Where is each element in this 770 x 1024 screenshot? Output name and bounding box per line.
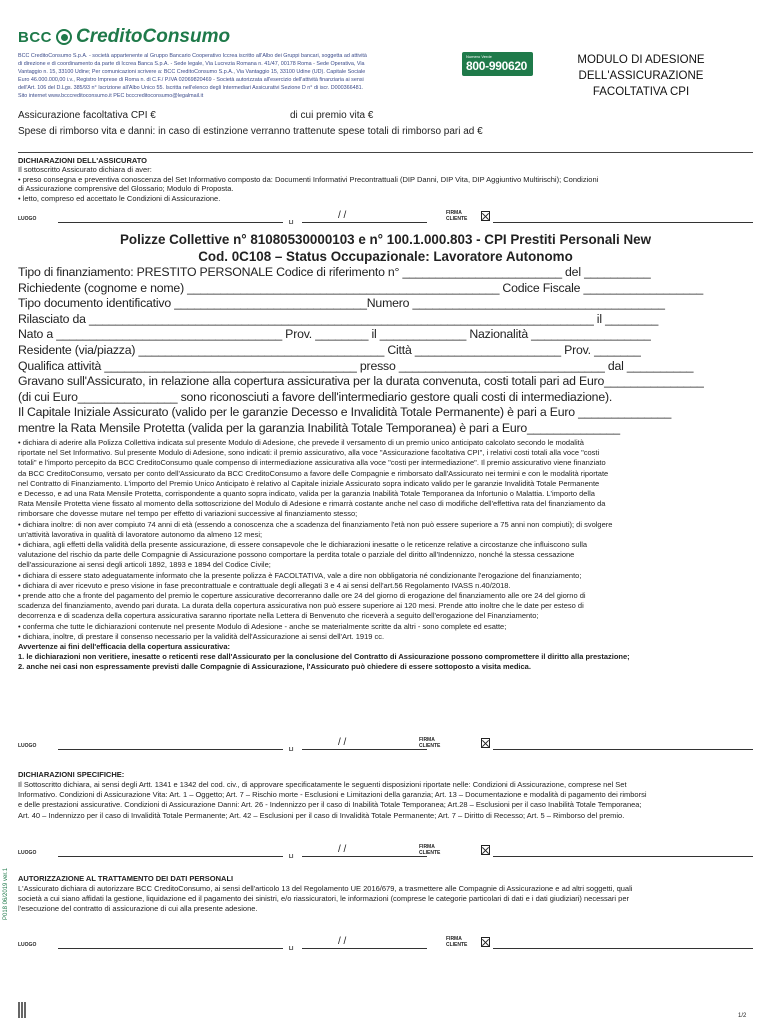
avvertenze-line: 2. anche nei casi non espressamente previsti dalle Compagnie di Assicurazione, l'Assicurato può chiedere di essere sottoposto a visita medica.: [18, 662, 531, 672]
form-field-line[interactable]: Gravano sull'Assicurato, in relazione alla copertura assicurativa per la durata convenuta, costi totali pari ad Euro_______________: [18, 374, 704, 389]
text-line: e Decesso, e ad una Rata Mensile Protetta, corrispondente a quanto sopra indicato, valida per la garanzia Inabilità Totale Temporanea da Infortunio o Malattia. L'importo della: [18, 489, 595, 499]
form-field-line[interactable]: Residente (via/piazza) _____________________________________ Città ______________________ Prov. _______: [18, 342, 641, 357]
signature-cross-icon[interactable]: [481, 845, 490, 855]
logo: [18, 26, 230, 48]
firma-label-line: FIRMA: [446, 210, 462, 216]
avvertenze-line: 1. le dichiarazioni non veritiere, inesatte o reticenti rese dall'Assicurato per la conclusione del Contratto di Assicurazione possono compromettere il diritto alla prestazione;: [18, 652, 630, 662]
form-code: P018 06/2019 ver.1: [3, 867, 9, 920]
firma-label: [419, 737, 440, 749]
luogo-label: LUOGO: [18, 850, 37, 856]
text-line: Rata Mensile Protetta viene fissato al momento della sottoscrizione del Modulo di Adesione e rimarrà costante anche nel caso di modifiche dell'effettiva rata del finanziamento da: [18, 499, 606, 509]
avvertenze-title: Avvertenze ai fini dell'efficacia della copertura assicurativa:: [18, 642, 231, 652]
firma-label-line: CLIENTE: [446, 216, 468, 222]
text-line: L'Assicurato dichiara di autorizzare BCC CreditoConsumo, ai sensi dell'articolo 13 del Regolamento UE 2016/679, a trasmettere alle Compagnie di Assicurazione e ad altri soggetti, quali: [18, 884, 633, 893]
form-field-line[interactable]: Nato a __________________________________ Prov. ________ il _____________ Nazionalità __________________: [18, 327, 651, 342]
text-line: Art. 40 – Indennizzo per il caso di Invalidità Totale Permanente; Art. 42 – Esclusioni per il caso di Invalidità Totale Permanente; Art. 7 – Diritto di Recesso; Art. 5 – Rimborso del premio.: [18, 810, 625, 820]
luogo-field[interactable]: [58, 749, 283, 750]
firma-label: [446, 210, 467, 222]
form-title-line: DELL'ASSICURAZIONE: [578, 70, 704, 82]
date-separators: / /: [338, 936, 347, 947]
text-line: • dichiara inoltre: di non aver compiuto 74 anni di età (essendo a conoscenza che a scadenza del finanziamento l'età non può essere superiore a 75 anni non compiuti); di svolgere: [18, 519, 613, 529]
company-info-line: Sito internet www.bcccreditoconsumo.it PEC bcccreditoconsumo@legalmail.it: [18, 93, 204, 99]
company-info-line: dell'Art. 106 del D.Lgs. 385/93 n° Iscrizione all'Albo Unico 55. Iscritta nell'elenco degli Intermediari Assicurativi Sezione D n° di iscr. D000366481.: [18, 85, 364, 91]
form-field-line[interactable]: Qualifica attività ______________________________________ presso _______________________________ dal __________: [18, 358, 694, 373]
barcode-icon: [18, 1002, 28, 1018]
form-title: [556, 52, 726, 100]
signature-row: [18, 733, 753, 755]
date-field[interactable]: [302, 222, 427, 223]
form-title-line: MODULO DI ADESIONE: [577, 54, 705, 66]
firma-label-line: FIRMA: [419, 737, 435, 743]
signature-row: [18, 840, 753, 862]
li-label: LI: [289, 854, 294, 860]
section-title: AUTORIZZAZIONE AL TRATTAMENTO DEI DATI PERSONALI: [18, 874, 234, 883]
text-line: totali" e l'importo percepito da BCC CreditoConsumo quale compenso di intermediazione assicurativa alla voce "costi per intermediazione". Il premio assicurativo viene finanziato: [18, 458, 606, 468]
text-line: • dichiara, agli effetti della validità della presente assicurazione, di essere consapevole che le dichiarazioni inesatte o le reticenze relative a circostanze che influiscono sulla: [18, 540, 588, 550]
date-separators: / /: [338, 737, 347, 748]
signature-row: [18, 932, 753, 954]
toll-free-badge: [462, 52, 533, 76]
signature-row: [18, 206, 753, 228]
dichiarazioni-text: [18, 165, 753, 203]
text-line: • dichiara, inoltre, di prestare il consenso necessario per la validità dell'Assicurazione ai sensi dell'Art. 1919 cc.: [18, 631, 385, 641]
luogo-field[interactable]: [58, 222, 283, 223]
cpi-amount-label: Assicurazione facoltativa CPI €: [18, 110, 156, 121]
company-info-line: Vantaggio n. 15, 33100 Udine; Per comunicazioni scrivere a: BCC CreditoConsumo S.p.A., Via Vantaggio 15, 33100 Udine (UD). Capitale Sociale: [18, 69, 366, 75]
luogo-label: LUOGO: [18, 942, 37, 948]
form-field-line[interactable]: (di cui Euro_______________ sono riconosciuti a favore dell'intermediario gestore quali costi di intermediazione).: [18, 389, 613, 404]
text-line: da BCC CreditoConsumo, versato per conto dell'Assicurato da BCC CreditoConsumo a favore delle Compagnie e rimborsato dall'Assicurato nei termini e con le modalità riportate: [18, 468, 609, 478]
form-field-line[interactable]: mentre la Rata Mensile Protetta (valida per la garanzia Inabilità Totale Temporanea) è pari a Euro______________: [18, 420, 620, 435]
text-line: • conferma che tutte le dichiarazioni contenute nel presente Modulo di Adesione - anche se materialmente scritte da altri - sono complete ed esatte;: [18, 621, 507, 631]
firma-label-line: FIRMA: [446, 936, 462, 942]
firma-label-line: CLIENTE: [419, 743, 441, 749]
date-field[interactable]: [302, 749, 427, 750]
page-number: 1/2: [738, 1013, 747, 1019]
text-line: valutazione del rischio da parte delle Compagnie di Assicurazione possono comportare la perdita totale o parziale del diritto all'Indennizzo, nonché la stessa cessazione: [18, 550, 575, 560]
logo-bcc-text: BCC: [18, 28, 52, 46]
text-line: Informativo. Condizioni di Assicurazione Vita: Art. 1 – Oggetto; Art. 7 – Rischio morte - Esclusioni e Limitazioni della garanzia; Art. 13 – Documentazione e modalità di pagamento dei rimborsi: [18, 790, 647, 800]
logo-creditoconsumo-text: CreditoConsumo: [76, 26, 231, 47]
date-field[interactable]: [302, 856, 427, 857]
date-separators: / /: [338, 210, 347, 221]
signature-cross-icon[interactable]: [481, 211, 490, 221]
luogo-field[interactable]: [58, 948, 283, 949]
signature-cross-icon[interactable]: [481, 937, 490, 947]
specifiche-text: [18, 780, 753, 821]
logo-mark-icon: [56, 29, 72, 45]
form-title-line: FACOLTATIVA CPI: [592, 86, 690, 98]
text-line: dell'assicurazione ai sensi degli articoli 1892, 1893 e 1894 del Codice Civile;: [18, 560, 271, 570]
text-line: Il Sottoscritto dichiara, ai sensi degli Artt. 1341 e 1342 del cod. civ., di approvare specificatamente le seguenti disposizioni riportate nelle: Condizioni di Assicurazione, comprese nel Set: [18, 780, 627, 789]
text-line: riportate nel Set Informativo. Sul presente Modulo di Adesione, sono indicati: il premio assicurativo, alla voce "Assicurazione facoltativa CPI", i relativi costi totali alla voce "costi: [18, 448, 600, 458]
text-line: • dichiara di aderire alla Polizza Collettiva indicata sul presente Modulo di Adesione, che prevede il versamento di un premio unico anticipato calcolato secondo le modalità: [18, 438, 584, 447]
spese-rimborso-label: Spese di rimborso vita e danni: in caso di estinzione verranno trattenute spese totali di rimborso pari ad €: [18, 126, 483, 137]
luogo-field[interactable]: [58, 856, 283, 857]
section-title: DICHIARAZIONI SPECIFICHE:: [18, 770, 125, 779]
company-info-line: di direzione e di coordinamento da parte di Iccrea Banca S.p.A. - Sede legale, Via Lucrezia Romana n. 41/47, 00178 Roma - Sede Operativa, Via: [18, 61, 365, 67]
text-line: un'attività lavorativa in qualità di lavoratore autonomo da almeno 12 mesi;: [18, 529, 263, 539]
date-separators: / /: [338, 844, 347, 855]
firma-field[interactable]: [493, 749, 753, 750]
text-line: • letto, compreso ed accettato le Condizioni di Assicurazione.: [18, 193, 221, 203]
privacy-text: [18, 884, 753, 915]
premio-vita-label: di cui premio vita €: [290, 110, 374, 121]
text-line: Il sottoscritto Assicurato dichiara di aver:: [18, 165, 152, 174]
li-label: LI: [289, 946, 294, 952]
form-field-line[interactable]: Il Capitale Iniziale Assicurato (valido per le garanzie Decesso e Invalidità Totale Permanente) è pari a Euro ______________: [18, 405, 672, 420]
firma-label-line: CLIENTE: [419, 850, 441, 856]
luogo-label: LUOGO: [18, 216, 37, 222]
text-line: e delle prestazioni assicurative. Condizioni di Assicurazione Danni: Art. 26 - Indennizzo per il caso di Inabilità Totale Temporanea; Art.28 – Esclusioni per il caso Inabilità Totale Temporanea;: [18, 800, 642, 810]
li-label: LI: [289, 747, 294, 753]
text-line: • preso consegna e preventiva conoscenza del Set Informativo composto da: Documenti Informativi Precontrattuali (DIP Danni, DIP Vita, DIP Aggiuntivo Multirischi); Condizioni: [18, 174, 599, 184]
firma-field[interactable]: [493, 222, 753, 223]
li-label: LI: [289, 220, 294, 226]
text-line: l'esecuzione del contratto di assicurazione di cui alla presente adesione.: [18, 904, 258, 914]
date-field[interactable]: [302, 948, 427, 949]
toll-free-number: 800-990620: [466, 59, 528, 73]
text-line: decorrenza e di scadenza della copertura assicurativa saranno riportate nella Lettera di Benvenuto che riceverà a seguito dell'erogazione del Finanziamento;: [18, 611, 539, 621]
text-line: società a cui siano affidati la gestione, liquidazione ed il pagamento dei sinistri, e/o riassicuratori, le informazioni (comprese le categorie particolari di dati e i dati giudiziari) necessari per: [18, 894, 630, 904]
form-fields: [18, 265, 758, 437]
form-field-line[interactable]: Tipo documento identificativo _____________________________Numero ______________________________________: [18, 296, 665, 311]
form-field-line[interactable]: Tipo di finanziamento: PRESTITO PERSONALE Codice di riferimento n° ________________________ del __________: [18, 265, 651, 279]
text-line: scadenza del finanziamento, avendo pari durata. La durata della copertura assicurativa non può essere superiore ai 120 mesi. Prende atto inoltre che le date per esteso di: [18, 601, 584, 611]
company-info-line: Euro 46.000.000,00 i.v., Registro Imprese di Roma n. di C.F./ P.IVA 02069820469 - Società autorizzata all'esercizio dell'attività finanziaria ai sensi: [18, 77, 364, 83]
divider: [18, 152, 753, 153]
text-line: rimborsare che dovesse mutare nel tempo per effetto di variazioni successive al finanziamento stesso;: [18, 509, 358, 519]
firma-field[interactable]: [493, 948, 753, 949]
form-field-line[interactable]: Richiedente (cognome e nome) _______________________________________________ Codice Fiscale __________________: [18, 280, 703, 295]
firma-label-line: FIRMA: [419, 844, 435, 850]
company-info-line: BCC CreditoConsumo S.p.A. - società appartenente al Gruppo Bancario Cooperativo Iccrea iscritto all'Albo dei Gruppi bancari, soggetta ad attività: [18, 53, 367, 59]
text-line: • prende atto che a fronte del pagamento del premio le coperture assicurative decorreranno dalle ore 24 del giorno di erogazione del finanziamento alle ore 24 del giorno di: [18, 591, 586, 601]
luogo-label: LUOGO: [18, 743, 37, 749]
polizza-title: Polizze Collettive n° 81080530000103 e n° 100.1.000.803 - CPI Prestiti Personali New: [120, 232, 651, 247]
text-line: di Assicurazione comprensive del Glossario; Modulo di Proposta.: [18, 184, 234, 194]
firma-label: [419, 844, 440, 856]
text-line: • dichiara di aver ricevuto e preso visione in fase precontrattuale e contrattuale degli allegati 3 e 4 ai sensi dell'art.56 Regolamento IVASS n.40/2018.: [18, 580, 511, 590]
form-field-line[interactable]: Rilasciato da ____________________________________________________________________________ il ________: [18, 311, 659, 326]
polizza-subtitle: Cod. 0C108 – Status Occupazionale: Lavoratore Autonomo: [198, 249, 573, 264]
firma-field[interactable]: [493, 856, 753, 857]
toll-free-label: Numero Verde: [466, 54, 492, 59]
firma-label-line: CLIENTE: [446, 942, 468, 948]
firma-label: [446, 936, 467, 948]
text-line: nel Contratto di Finanziamento. L'importo del Premio Unico Anticipato è relativo al Capitale iniziale Assicurato sopra indicato valido per le garanzie Invalidità Totale Permanente: [18, 478, 600, 488]
signature-cross-icon[interactable]: [481, 738, 490, 748]
dichiara-text: [18, 438, 753, 673]
text-line: • dichiara di essere stato adeguatamente informato che la presente polizza è FACOLTATIVA, vale a dire non obbligatoria né condizionante l'erogazione del finanziamento;: [18, 570, 582, 580]
section-title: DICHIARAZIONI DELL'ASSICURATO: [18, 156, 148, 165]
company-info: [18, 52, 462, 100]
